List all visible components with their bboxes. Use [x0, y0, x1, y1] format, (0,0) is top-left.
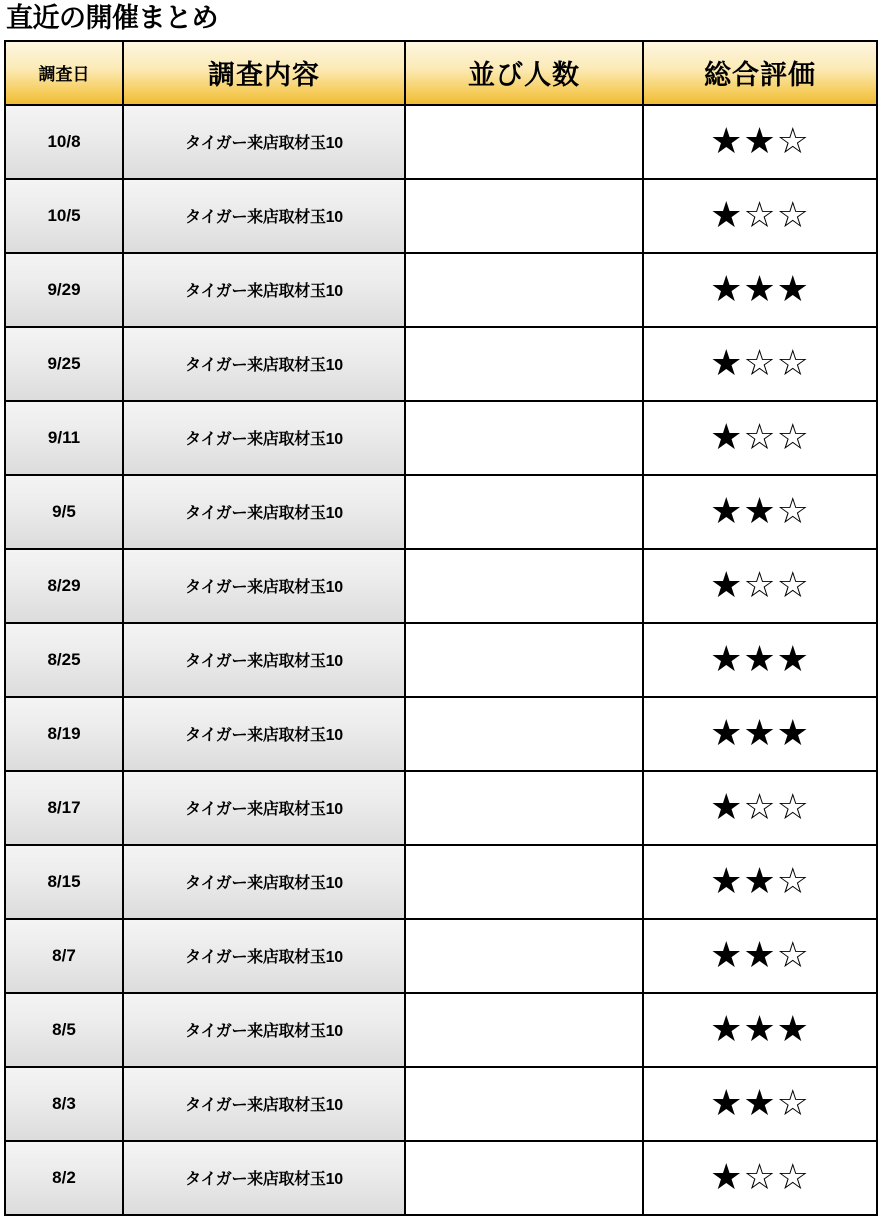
cell-queue-count — [405, 475, 643, 549]
recent-events-table — [4, 40, 878, 1216]
rating-stars: ★★★ — [710, 1009, 810, 1051]
cell-queue-count — [405, 623, 643, 697]
rating-stars: ★☆☆ — [710, 343, 810, 385]
cell-queue-count — [405, 1141, 643, 1215]
rating-stars: ★☆☆ — [710, 195, 810, 237]
cell-queue-count — [405, 327, 643, 401]
cell-rating — [643, 179, 877, 253]
cell-rating — [643, 401, 877, 475]
table-row — [5, 919, 877, 993]
cell-title: タイガー来店取材玉10 — [123, 919, 405, 993]
rating-stars: ★★☆ — [710, 1083, 810, 1125]
cell-rating — [643, 327, 877, 401]
cell-queue-count — [405, 919, 643, 993]
cell-queue-count — [405, 253, 643, 327]
cell-title: タイガー来店取材玉10 — [123, 1141, 405, 1215]
cell-queue-count — [405, 993, 643, 1067]
cell-date: 8/29 — [5, 549, 123, 623]
cell-rating — [643, 253, 877, 327]
cell-title: タイガー来店取材玉10 — [123, 327, 405, 401]
rating-stars: ★★★ — [710, 269, 810, 311]
table-row — [5, 475, 877, 549]
table-row — [5, 105, 877, 179]
cell-rating — [643, 919, 877, 993]
cell-date: 10/5 — [5, 179, 123, 253]
column-header-queue: 並び人数 — [405, 41, 643, 105]
table-row — [5, 401, 877, 475]
cell-date: 8/17 — [5, 771, 123, 845]
cell-date: 8/7 — [5, 919, 123, 993]
rating-stars: ★★★ — [710, 639, 810, 681]
cell-title: タイガー来店取材玉10 — [123, 1067, 405, 1141]
cell-date: 9/25 — [5, 327, 123, 401]
rating-stars: ★★☆ — [710, 861, 810, 903]
cell-queue-count — [405, 401, 643, 475]
cell-rating — [643, 105, 877, 179]
table-body — [5, 105, 877, 1215]
table-row — [5, 697, 877, 771]
rating-stars: ★☆☆ — [710, 787, 810, 829]
cell-rating — [643, 845, 877, 919]
cell-title: タイガー来店取材玉10 — [123, 623, 405, 697]
rating-stars: ★★☆ — [710, 491, 810, 533]
cell-queue-count — [405, 105, 643, 179]
table-row — [5, 1067, 877, 1141]
cell-date: 9/5 — [5, 475, 123, 549]
cell-queue-count — [405, 771, 643, 845]
cell-date: 8/3 — [5, 1067, 123, 1141]
cell-title: タイガー来店取材玉10 — [123, 179, 405, 253]
table-header — [5, 41, 877, 105]
rating-stars: ★☆☆ — [710, 417, 810, 459]
table-row — [5, 993, 877, 1067]
cell-date: 8/19 — [5, 697, 123, 771]
table-row — [5, 179, 877, 253]
cell-title: タイガー来店取材玉10 — [123, 697, 405, 771]
cell-rating — [643, 697, 877, 771]
cell-rating — [643, 475, 877, 549]
rating-stars: ★★☆ — [710, 935, 810, 977]
table-row — [5, 1141, 877, 1215]
cell-queue-count — [405, 1067, 643, 1141]
cell-date: 10/8 — [5, 105, 123, 179]
rating-stars: ★☆☆ — [710, 565, 810, 607]
cell-date: 8/2 — [5, 1141, 123, 1215]
cell-date: 8/25 — [5, 623, 123, 697]
column-header-rating: 総合評価 — [643, 41, 877, 105]
cell-title: タイガー来店取材玉10 — [123, 549, 405, 623]
cell-rating — [643, 623, 877, 697]
cell-queue-count — [405, 697, 643, 771]
table-row — [5, 623, 877, 697]
cell-queue-count — [405, 549, 643, 623]
cell-title: タイガー来店取材玉10 — [123, 993, 405, 1067]
cell-rating — [643, 771, 877, 845]
column-header-date: 調査日 — [5, 41, 123, 105]
table-row — [5, 327, 877, 401]
cell-date: 9/29 — [5, 253, 123, 327]
table-row — [5, 253, 877, 327]
rating-stars: ★☆☆ — [710, 1157, 810, 1199]
cell-rating — [643, 1141, 877, 1215]
column-header-title: 調査内容 — [123, 41, 405, 105]
cell-date: 8/5 — [5, 993, 123, 1067]
rating-stars: ★★☆ — [710, 121, 810, 163]
cell-queue-count — [405, 845, 643, 919]
cell-rating — [643, 1067, 877, 1141]
cell-queue-count — [405, 179, 643, 253]
page-title: 直近の開催まとめ — [6, 3, 218, 33]
cell-title: タイガー来店取材玉10 — [123, 845, 405, 919]
table-row — [5, 771, 877, 845]
table-row — [5, 845, 877, 919]
cell-date: 9/11 — [5, 401, 123, 475]
cell-date: 8/15 — [5, 845, 123, 919]
header-row — [5, 41, 877, 105]
table-row — [5, 549, 877, 623]
cell-title: タイガー来店取材玉10 — [123, 105, 405, 179]
cell-title: タイガー来店取材玉10 — [123, 475, 405, 549]
cell-title: タイガー来店取材玉10 — [123, 771, 405, 845]
cell-rating — [643, 993, 877, 1067]
rating-stars: ★★★ — [710, 713, 810, 755]
cell-title: タイガー来店取材玉10 — [123, 401, 405, 475]
cell-rating — [643, 549, 877, 623]
cell-title: タイガー来店取材玉10 — [123, 253, 405, 327]
